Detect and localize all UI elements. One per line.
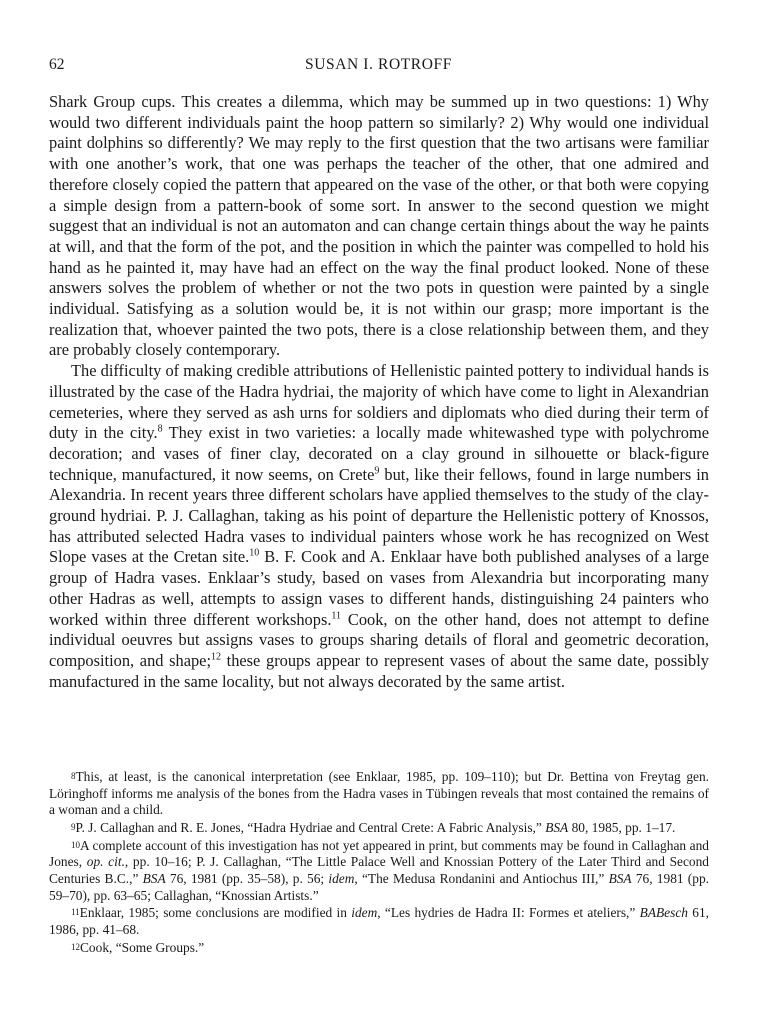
footnote-text: This, at least, is the canonical interpretation (see Enklaar, 1985, pp. 109–110); but Dr. Bettina von Freytag gen. Löringhoff informs me analysis of the bones from the Hadra vases in Tübingen reveals that most contained the remains of a woman and a child. — [49, 769, 709, 818]
footnote-text: 76, 1981 (pp. 35–58), p. 56; — [165, 870, 329, 886]
footnote-number: 12 — [71, 941, 80, 952]
footnote-number: 9 — [71, 821, 76, 832]
footnote-12 — [49, 940, 709, 957]
footnote-ref-9[interactable]: 9 — [374, 465, 380, 477]
footnote-text: 61, 1986, pp. 41–68. — [49, 905, 710, 937]
paragraph-2-text: The difficulty of making credible attributions of Hellenistic painted pottery to individual hands is illustrated by the case of the Hadra hydriai, the majority of which have come to light in Alexandrian cemeteries, where they served as ash urns for soldiers and diplomats who died during their term of duty in the city. — [49, 361, 709, 443]
footnote-text: Enklaar, 1985; some conclusions are modified in — [79, 905, 352, 921]
footnote-number: 8 — [71, 771, 76, 781]
footnote-ref-8[interactable]: 8 — [157, 423, 163, 435]
footnote-number: 10 — [71, 839, 80, 850]
footnote-text: , pp. 10–16; P. J. Callaghan, “The Little Palace Well and Knossian Pottery of the Later Third and Second Centuries B.C.,” — [49, 854, 709, 886]
body-text — [49, 92, 709, 692]
citation-abbrev: op. cit. — [86, 854, 125, 870]
footnote-text: A complete account of this investigation has not yet appeared in print, but comments may be found in Callaghan and Jones, — [49, 837, 709, 870]
page-number: 62 — [49, 56, 65, 73]
footnote-11 — [49, 905, 709, 938]
footnote-9 — [49, 820, 709, 837]
running-head — [49, 54, 708, 76]
footnote-text: Cook, “Some Groups.” — [80, 939, 205, 955]
citation-abbrev: idem — [351, 905, 378, 921]
paragraph-2-text: B. F. Cook and A. Enklaar have both published analyses of a large group of Hadra vases. Enklaar’s study, based on vases from Alexandria but incorporating many other Hadras as well, attempts to assign vases to different hands, distinguishing 24 painters who worked within three different workshops. — [49, 547, 709, 629]
footnote-ref-11[interactable]: 11 — [331, 610, 342, 622]
journal-title: BABesch — [639, 905, 688, 921]
paragraph-2-text: but, like their fellows, found in large numbers in Alexandria. In recent years three different scholars have applied themselves to the study of the clay-ground hydriai. P. J. Callaghan, taking as his point of departure the Hellenistic pottery of Knossos, has attributed selected Hadra vases to individual painters whose work he has recognized on West Slope vases at the Cretan site. — [49, 464, 709, 567]
footnotes — [49, 769, 709, 957]
footnote-text: 80, 1985, pp. 1–17. — [568, 819, 676, 835]
journal-title: BSA — [545, 819, 569, 835]
footnote-number: 11 — [71, 907, 80, 918]
citation-abbrev: idem — [328, 870, 355, 886]
footnote-10 — [49, 838, 709, 904]
journal-title: BSA — [608, 870, 632, 886]
journal-title: BSA — [142, 870, 166, 886]
footnote-text: P. J. Callaghan and R. E. Jones, “Hadra Hydriae and Central Crete: A Fabric Analysis,” — [75, 819, 546, 835]
footnote-text: , “Les hydries de Hadra II: Formes et ateliers,” — [377, 905, 640, 921]
paragraph-2 — [49, 361, 709, 692]
footnote-text: , “The Medusa Rondanini and Antiochus III,” — [354, 870, 609, 886]
footnote-ref-12[interactable]: 12 — [211, 651, 221, 663]
footnote-ref-10[interactable]: 10 — [249, 548, 260, 559]
paragraph-2-text: They exist in two varieties: a locally made whitewashed type with polychrome decoration; and vases of finer clay, decorated on a clay ground in silhouette or black-figure technique, manufactured, it now seems, on Crete — [49, 423, 709, 484]
footnote-text: 76, 1981 (pp. 59–70), pp. 63–65; Callaghan, “Knossian Artists.” — [49, 870, 710, 903]
footnote-8 — [49, 769, 709, 819]
paragraph-2-text: Cook, on the other hand, does not attempt to define individual oeuvres but assigns vases to groups sharing details of floral and geometric decoration, composition, and shape; — [49, 609, 709, 670]
paragraph-2-text: these groups appear to represent vases of about the same date, possibly manufactured in the same locality, but not always decorated by the same artist. — [49, 650, 709, 691]
author-running-title: SUSAN I. ROTROFF — [305, 56, 452, 73]
paragraph-1: Shark Group cups. This creates a dilemma, which may be summed up in two questions: 1) Why would two different individuals paint the hoop pattern so similarly? 2) Why would one individual paint dolphins so differently? We may reply to the first question that the two artisans were familiar with one another’s work, that one was perhaps the teacher of the other, that one admired and therefore closely copied the pattern that appeared on the vase of the other, or that both were copying a simple design from a pattern-book of some sort. In answer to the second question we might suggest that an individual is not an automaton and can change certain things about the way he paints at will, and that the form of the pot, and the position in which the painter was compelled to hold his hand as he painted it, may have had an effect on the way the final product looked. None of these answers solves the problem of whether or not the two pots in question were painted by a single individual. Satisfying as a solution would be, it is not within our grasp; more important is the realization that, whoever painted the two pots, there is a close relationship between them, and they are probably closely contemporary. — [49, 92, 709, 360]
